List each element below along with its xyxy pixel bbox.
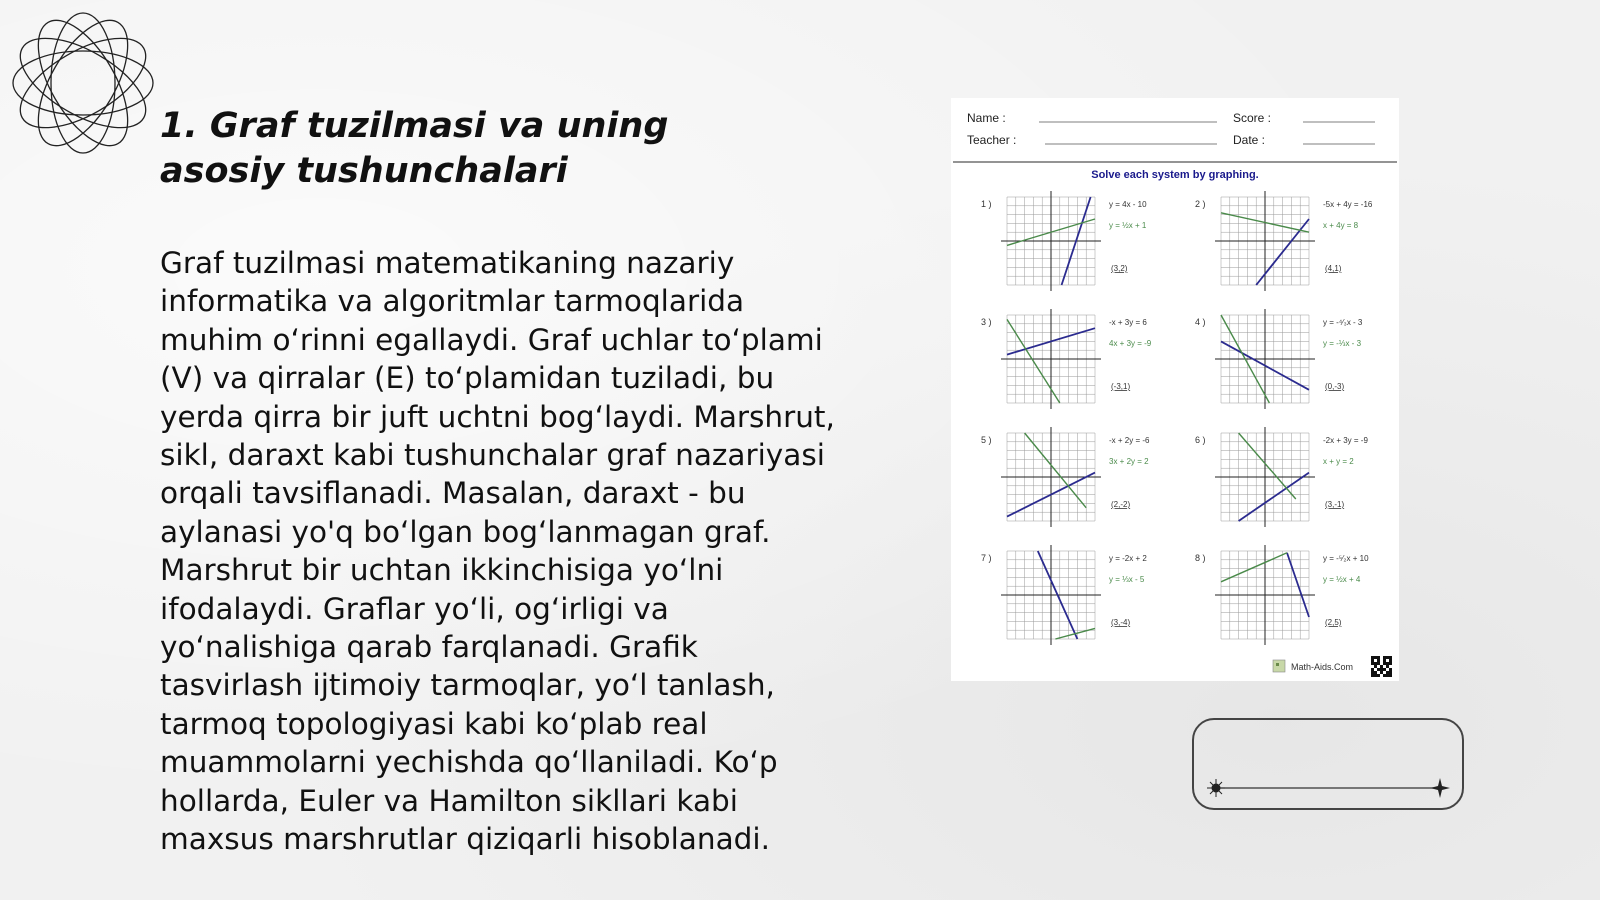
equation-1: y = -⁴⁄₃x - 3	[1323, 318, 1363, 327]
equation-1: -2x + 3y = -9	[1323, 436, 1368, 445]
equation-1: -x + 2y = -6	[1109, 436, 1150, 445]
coordinate-grid	[1215, 545, 1315, 645]
worksheet-footer: Math-Aids.Com	[1291, 662, 1354, 672]
problem-number: 6 )	[1195, 435, 1206, 445]
answer-text: (3,2)	[1111, 264, 1128, 273]
problem-item	[981, 427, 1150, 527]
answer-text: (0,-3)	[1325, 382, 1345, 391]
qr-code-icon	[1371, 656, 1392, 677]
problem-number: 4 )	[1195, 317, 1206, 327]
math-aids-logo-icon	[1273, 660, 1285, 672]
equation-2: x + 4y = 8	[1323, 221, 1359, 230]
equation-1: y = -⁵⁄₂x + 10	[1323, 554, 1369, 563]
coordinate-grid	[1001, 309, 1101, 409]
rosette-ornament-icon	[10, 10, 156, 156]
equation-1: -5x + 4y = -16	[1323, 200, 1373, 209]
slider-track	[1194, 720, 1462, 808]
problem-number: 5 )	[981, 435, 992, 445]
equation-1: y = 4x - 10	[1109, 200, 1147, 209]
equation-2: y = ½x + 1	[1109, 221, 1147, 230]
sparkle-icon	[1430, 778, 1450, 798]
worksheet-image	[951, 98, 1399, 681]
answer-text: (3,-4)	[1111, 618, 1131, 627]
equation-1: -x + 3y = 6	[1109, 318, 1147, 327]
answer-text: (2,-2)	[1111, 500, 1131, 509]
problem-item	[981, 545, 1147, 645]
problem-number: 3 )	[981, 317, 992, 327]
coordinate-grid	[1215, 427, 1315, 527]
equation-2: y = ½x + 4	[1323, 575, 1361, 584]
name-label: Name :	[967, 111, 1006, 125]
equation-2: y = -⅓x - 3	[1323, 339, 1362, 348]
worksheet-graphic	[951, 98, 1399, 681]
score-label: Score :	[1233, 111, 1272, 125]
problem-item	[1195, 309, 1363, 409]
problem-item	[1195, 545, 1369, 645]
problem-grid	[981, 191, 1373, 645]
sun-icon	[1207, 779, 1225, 797]
equation-2: y = ⅓x - 5	[1109, 575, 1145, 584]
coordinate-grid	[1215, 191, 1315, 291]
problem-item	[1195, 427, 1368, 527]
problem-number: 8 )	[1195, 553, 1206, 563]
answer-text: (2,5)	[1325, 618, 1342, 627]
date-label: Date :	[1233, 133, 1266, 147]
slide-body-text: Graf tuzilmasi matematikaning nazariy informatika va algoritmlar tarmoqlarida muhim o‘rinni egallaydi. Graf uchlar to‘plami (V) va qirralar (E) to‘plamidan tuziladi, bu yerda qirra bir juft uchtni bog‘laydi. Marshrut, sikl, daraxt kabi tushunchalar graf nazariyasi orqali tavsiflanadi. Masalan, daraxt - bu aylanasi yo'q bo‘lgan bog‘lanmagan graf. Marshrut bir uchtan ikkinchisiga yo‘lni ifodalaydi. Graflar yo‘li, og‘irligi va yo‘nalishiga qarab farqlanadi. Grafik tasvirlash ijtimoiy tarmoqlar, yo‘l tanlash, tarmoq topologiyasi kabi ko‘plab real muammolarni yechishda qo‘llaniladi. Ko‘p hollarda, Euler va Hamilton sikllari kabi maxsus marshrutlar qiziqarli hisoblanadi.	[160, 246, 835, 857]
answer-text: (-3,1)	[1111, 382, 1131, 391]
graph-line-2	[1025, 433, 1087, 508]
problem-number: 1 )	[981, 199, 992, 209]
problem-item	[1195, 191, 1373, 291]
graph-line-1	[1287, 553, 1309, 617]
problem-item	[981, 191, 1147, 291]
problem-item	[981, 309, 1152, 409]
coordinate-grid	[1001, 545, 1101, 645]
teacher-label: Teacher :	[967, 133, 1017, 147]
worksheet-instruction: Solve each system by graphing.	[1091, 169, 1259, 181]
slide-title: 1. Graf tuzilmasi va uning asosiy tushunchalari	[160, 106, 669, 191]
problem-number: 2 )	[1195, 199, 1206, 209]
equation-2: 4x + 3y = -9	[1109, 339, 1152, 348]
slider-decoration	[1192, 718, 1464, 810]
equation-2: x + y = 2	[1323, 457, 1354, 466]
answer-text: (3,-1)	[1325, 500, 1345, 509]
coordinate-grid	[1001, 191, 1101, 291]
equation-2: 3x + 2y = 2	[1109, 457, 1149, 466]
answer-text: (4,1)	[1325, 264, 1342, 273]
equation-1: y = -2x + 2	[1109, 554, 1147, 563]
problem-number: 7 )	[981, 553, 992, 563]
